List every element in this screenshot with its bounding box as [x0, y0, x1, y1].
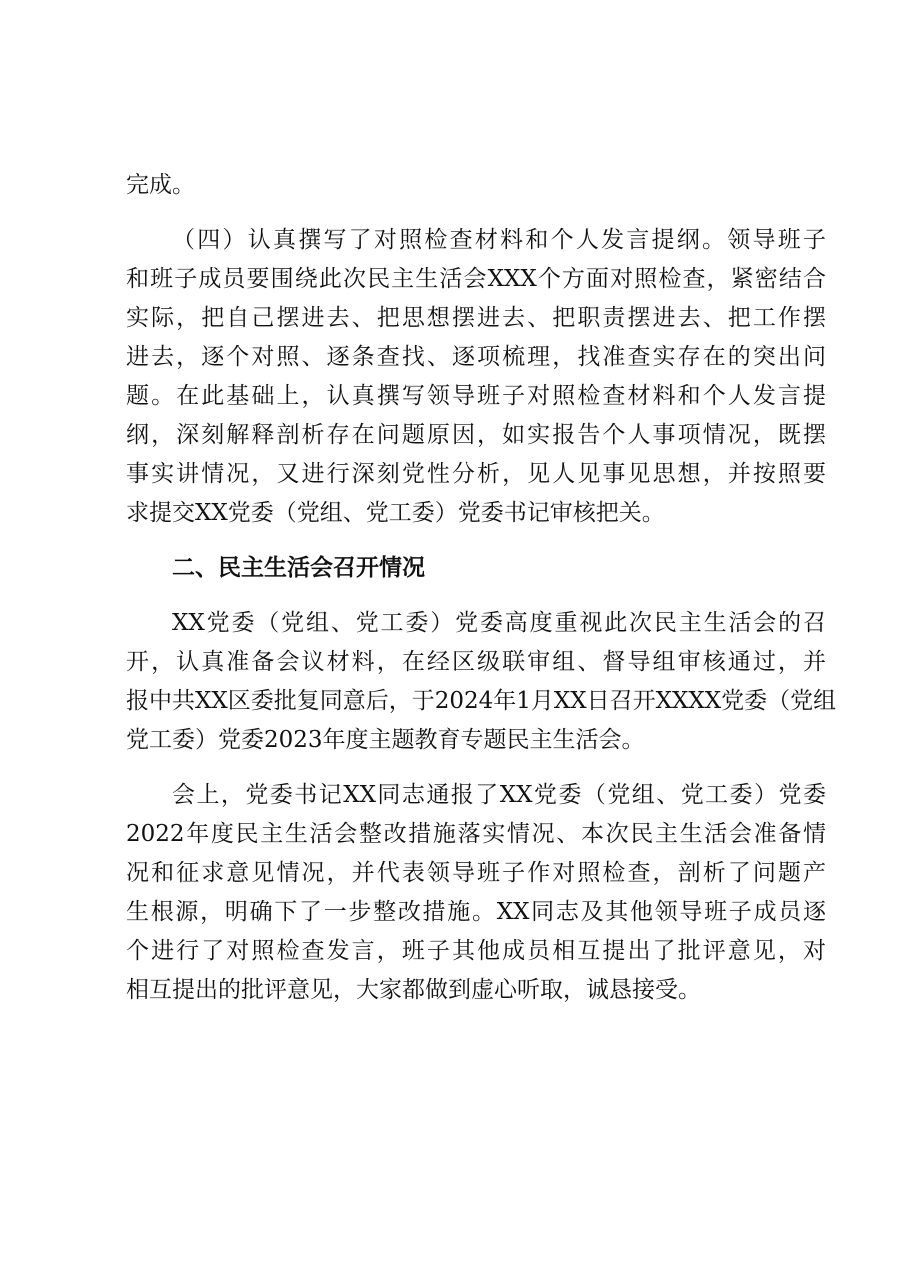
paragraph-line: （四）认真撰写了对照检查材料和个人发言提纲。领导班子 [172, 227, 826, 253]
paragraph-line: 况和征求意见情况，并代表领导班子作对照检查，剖析了问题产 [126, 860, 826, 886]
paragraph-line: 报中共XX区委批复同意后，于2024年1月XX日召开XXXX党委（党组 [126, 688, 837, 714]
paragraph-line: 个进行了对照检查发言，班子其他成员相互提出了批评意见，对 [126, 938, 826, 964]
paragraph-line: XX党委（党组、党工委）党委高度重视此次民主生活会的召 [172, 610, 826, 636]
paragraph-line: 会上，党委书记XX同志通报了XX党委（党组、党工委）党委 [172, 782, 826, 808]
continuation-line: 完成。 [126, 172, 195, 198]
section-heading: 二、民主生活会召开情况 [172, 555, 425, 581]
paragraph-line: 生根源，明确下了一步整改措施。XX同志及其他领导班子成员逐 [126, 899, 826, 925]
paragraph-line: 题。在此基础上，认真撰写领导班子对照检查材料和个人发言提 [126, 383, 826, 409]
paragraph-line: 求提交XX党委（党组、党工委）党委书记审核把关。 [126, 500, 665, 526]
paragraph-line: 实际，把自己摆进去、把思想摆进去、把职责摆进去、把工作摆 [126, 305, 826, 331]
paragraph-line: 党工委）党委2023年度主题教育专题民主生活会。 [126, 727, 645, 753]
paragraph-line: 相互提出的批评意见，大家都做到虚心听取，诚恳接受。 [126, 977, 701, 1003]
paragraph-line: 纲，深刻解释剖析存在问题原因，如实报告个人事项情况，既摆 [126, 422, 826, 448]
paragraph-line: 和班子成员要围绕此次民主生活会XXX个方面对照检查，紧密结合 [126, 266, 826, 292]
paragraph-line: 进去，逐个对照、逐条查找、逐项梳理，找准查实存在的突出问 [126, 344, 826, 370]
paragraph-line: 开，认真准备会议材料，在经区级联审组、督导组审核通过，并 [126, 649, 826, 675]
paragraph-line: 事实讲情况，又进行深刻党性分析，见人见事见思想，并按照要 [126, 461, 826, 487]
paragraph-line: 2022年度民主生活会整改措施落实情况、本次民主生活会准备情 [126, 821, 826, 847]
